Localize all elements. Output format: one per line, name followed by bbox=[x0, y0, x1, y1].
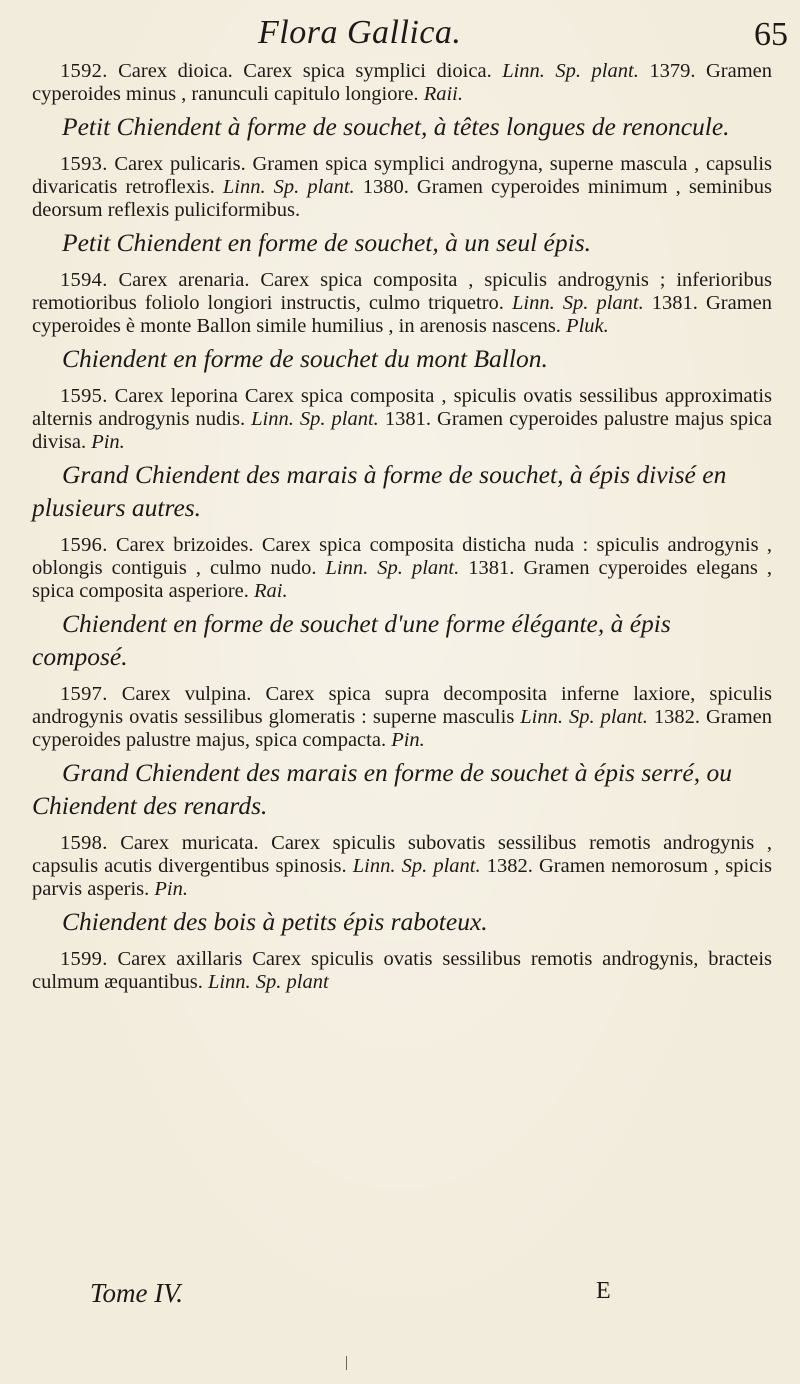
latin-description bbox=[32, 948, 772, 994]
latin-text: 1380. Gramen cyperoides minimum , seminibus deorsum reflexis puliciformibus. bbox=[32, 176, 772, 221]
latin-description bbox=[32, 832, 772, 901]
entry-number: 1597. bbox=[60, 683, 108, 705]
entry-1592 bbox=[32, 60, 772, 143]
entry-1594 bbox=[32, 269, 772, 375]
reference: Linn. Sp. plant. bbox=[352, 855, 481, 877]
entry-1597 bbox=[32, 683, 772, 822]
latin-description bbox=[32, 683, 772, 752]
entry-1596 bbox=[32, 534, 772, 673]
french-name: Chiendent des bois à petits épis raboteux. bbox=[62, 907, 488, 936]
entry-number: 1595. bbox=[60, 385, 108, 407]
french-name: Petit Chiendent à forme de souchet, à têtes longues de renoncule. bbox=[62, 112, 730, 141]
french-name: Chiendent en forme de souchet d'une forme élégante, à épis composé. bbox=[32, 609, 671, 671]
entry-number: 1592. bbox=[60, 60, 108, 82]
french-name: Grand Chiendent des marais à forme de souchet, à épis divisé en plusieurs autres. bbox=[32, 460, 727, 522]
page-body bbox=[32, 60, 772, 1004]
reference: Linn. Sp. plant. bbox=[520, 706, 648, 728]
reference: Linn. Sp. plant. bbox=[502, 60, 639, 82]
latin-text: 1379. Gramen cyperoides minus , ranunculi capitulo longiore. bbox=[32, 60, 772, 105]
latin-text: Carex vulpina. Carex spica supra decomposita inferne laxiore, spiculis androgynis ovatis sessilibus glomeratis : superne masculis bbox=[32, 683, 772, 728]
signature-mark: E bbox=[596, 1278, 611, 1304]
latin-text: 1381. Gramen cyperoides è monte Ballon simile humilius , in arenosis nascens. bbox=[32, 292, 772, 337]
reference: Raii. bbox=[423, 83, 463, 105]
latin-text: Carex muricata. Carex spiculis subovatis sessilibus remotis androgynis , capsulis acutis divergentibus spinosis. bbox=[32, 832, 772, 877]
reference: Linn. Sp. plant. bbox=[251, 408, 379, 430]
latin-text: 1382. Gramen nemorosum , spicis parvis asperis. bbox=[32, 855, 772, 900]
volume-label: Tome IV. bbox=[90, 1278, 184, 1308]
latin-description bbox=[32, 385, 772, 454]
latin-text: 1382. Gramen cyperoides palustre majus, spica compacta. bbox=[32, 706, 772, 751]
reference: Rai. bbox=[254, 580, 288, 602]
latin-text: Carex leporina Carex spica composita , spiculis ovatis sessilibus approximatis alternis androgynis nudis. bbox=[32, 385, 772, 430]
entry-number: 1598. bbox=[60, 832, 108, 854]
entry-1599 bbox=[32, 948, 772, 994]
page-header bbox=[0, 14, 800, 60]
latin-text: Carex pulicaris. Gramen spica symplici androgyna, superne mascula , capsulis divaricatis retroflexis. bbox=[32, 153, 772, 198]
reference: Linn. Sp. plant. bbox=[325, 557, 460, 579]
reference: Linn. Sp. plant bbox=[207, 971, 329, 993]
reference: Linn. Sp. plant. bbox=[222, 176, 355, 198]
entry-number: 1593. bbox=[60, 153, 108, 175]
gutter-mark bbox=[346, 1356, 347, 1370]
entry-number: 1596. bbox=[60, 534, 108, 556]
reference: Pin. bbox=[391, 729, 425, 751]
entry-number: 1599. bbox=[60, 948, 108, 970]
latin-description bbox=[32, 60, 772, 106]
page-number: 65 bbox=[754, 16, 788, 53]
latin-description bbox=[32, 269, 772, 338]
latin-text: 1381. Gramen cyperoides palustre majus spica divisa. bbox=[32, 408, 772, 453]
reference: Pin. bbox=[91, 431, 125, 453]
reference: Pin. bbox=[154, 878, 188, 900]
latin-description bbox=[32, 534, 772, 603]
running-title: Flora Gallica. bbox=[258, 14, 462, 51]
reference: Linn. Sp. plant. bbox=[511, 292, 644, 314]
entry-number: 1594. bbox=[60, 269, 108, 291]
latin-text: Carex dioica. Carex spica symplici dioica. bbox=[107, 60, 503, 82]
french-name: Grand Chiendent des marais en forme de souchet à épis serré, ou Chiendent des renards. bbox=[32, 758, 732, 820]
reference: Pluk. bbox=[566, 315, 609, 337]
latin-text: Carex axillaris Carex spiculis ovatis sessilibus remotis androgynis, bracteis culmum æquantibus. bbox=[32, 948, 772, 993]
latin-text: 1381. Gramen cyperoides elegans , spica composita asperiore. bbox=[32, 557, 773, 602]
entry-1593 bbox=[32, 153, 772, 259]
french-name: Petit Chiendent en forme de souchet, à un seul épis. bbox=[62, 228, 592, 257]
entry-1598 bbox=[32, 832, 772, 938]
latin-description bbox=[32, 153, 772, 222]
page-footer bbox=[0, 1278, 800, 1318]
latin-text: Carex brizoides. Carex spica composita disticha nuda : spiculis androgynis , oblongis contiguis , culmo nudo. bbox=[32, 534, 772, 579]
french-name: Chiendent en forme de souchet du mont Ballon. bbox=[62, 344, 548, 373]
entry-1595 bbox=[32, 385, 772, 524]
latin-text: Carex arenaria. Carex spica composita , spiculis androgynis ; inferioribus remotioribus foliolo longiori instructis, culmo triquetro. bbox=[32, 269, 772, 314]
